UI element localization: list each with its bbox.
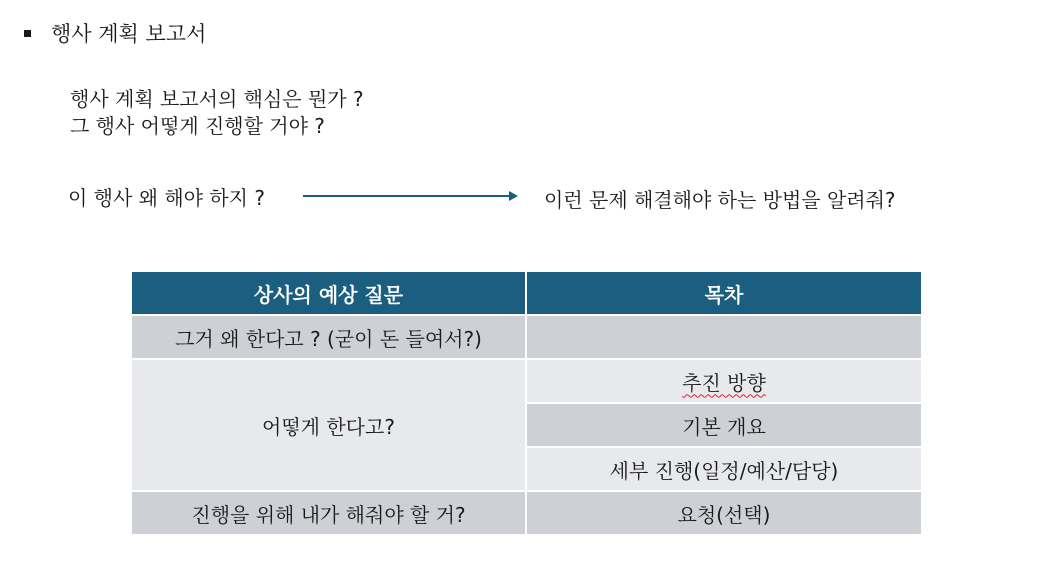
- question-block: [70, 86, 364, 140]
- question-cell: 진행을 위해 내가 해줘야 할 거?: [131, 491, 526, 535]
- toc-cell: 세부 진행(일정/예산/담당): [526, 447, 922, 491]
- title-line: [24, 18, 206, 48]
- question-cell: 어떻게 한다고?: [131, 359, 526, 491]
- right-arrow-icon: [303, 188, 519, 204]
- toc-cell: 기본 개요: [526, 403, 922, 447]
- toc-cell: 요청(선택): [526, 491, 922, 535]
- question-cell: 그거 왜 한다고 ? (굳이 돈 들여서?): [131, 315, 526, 359]
- bullet-square-icon: [24, 30, 31, 37]
- table-row: [131, 359, 922, 403]
- column-header: 목차: [526, 271, 922, 315]
- question-line: 그 행사 어떻게 진행할 거야 ?: [70, 114, 325, 138]
- column-header: 상사의 예상 질문: [131, 271, 526, 315]
- plan-table: [130, 270, 923, 536]
- why-answer: 이런 문제 해결해야 하는 방법을 알려줘?: [544, 188, 896, 212]
- page-title: 행사 계획 보고서: [51, 22, 207, 46]
- toc-item: 추진 방향: [682, 370, 766, 395]
- question-line: 행사 계획 보고서의 핵심은 뭔가 ?: [70, 87, 364, 111]
- why-row: [68, 182, 968, 212]
- table-row: [131, 491, 922, 535]
- table-row: [131, 315, 922, 359]
- toc-cell: [526, 315, 922, 359]
- toc-cell: [526, 359, 922, 403]
- table-header-row: [131, 271, 922, 315]
- why-question: 이 행사 왜 해야 하지 ?: [68, 186, 265, 210]
